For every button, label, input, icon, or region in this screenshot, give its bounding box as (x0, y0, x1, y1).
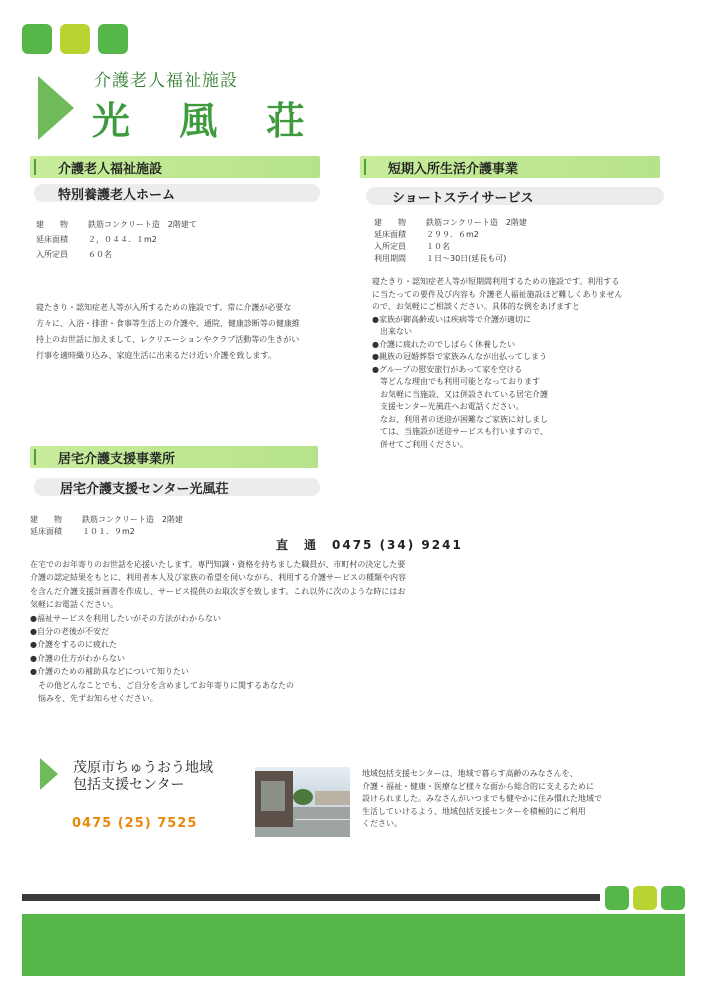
triangle-logo-icon (38, 76, 74, 140)
section-subheading-bar (34, 184, 320, 202)
spec-row: 延床面積 ２９９．６m2 (374, 230, 479, 239)
section-heading-bar (360, 156, 660, 178)
heading-marker-icon (34, 159, 36, 175)
triangle-marker-icon (40, 758, 58, 790)
section-subheading-bar (366, 187, 664, 205)
center-phone-number[interactable]: 0475 (25) 7525 (72, 816, 198, 831)
spec-list (36, 217, 197, 262)
footer-divider (22, 894, 600, 901)
facility-name-title: 光 風 荘 (92, 98, 323, 143)
section-subheading: 居宅介護支援センター光風荘 (60, 482, 229, 497)
spec-row: 入所定員 １０名 (374, 242, 450, 251)
spec-row: 利用期間 １日～30日(延長も可) (374, 254, 507, 263)
spec-list (30, 514, 183, 538)
decor-square-green-2 (98, 24, 128, 54)
spec-row: 建 物 鉄筋コンクリート造 2階建て (36, 220, 197, 229)
decor-square-green (22, 24, 52, 54)
section-subheading-bar (34, 478, 320, 496)
section-description: 在宅でのお年寄りのお世話を応援いたします。専門知識・資格を持ちました職員が、市町村の決定した要 介護の認定結果をもとに、利用者本人及び家族の希望を伺いながら、利用する介護サービスの種類や内容 を含んだ介護支援計画書を作成し、サービス提供のお取次ぎを致します。これ以外に次のような時にはお 気軽にお電話ください。 ●福祉サービスを利用したいがその方法がわからない ●自分の老後が不安だ ●介護をするのに疲れた ●介護の仕方がわからない ●介護のための補助具などについて知りたい その他どんなことでも、ご自分を含めましてお年寄りに関するあなたの 悩みを、先ずお知らせください。 (30, 560, 406, 704)
section-heading-bar (30, 446, 318, 468)
decor-square-green (605, 886, 629, 910)
section-heading: 居宅介護支援事業所 (58, 452, 176, 467)
section-subheading: 特別養護老人ホーム (58, 188, 176, 203)
section-heading: 短期入所生活介護事業 (388, 162, 519, 177)
spec-row: 建 物 鉄筋コンクリート造 2階建 (374, 218, 527, 227)
center-name: 茂原市ちゅうおう地域 包括支援センター (73, 760, 213, 793)
direct-phone-number[interactable]: 直 通 0475 (34) 9241 (276, 538, 463, 552)
decor-square-lime (633, 886, 657, 910)
section-description: 寝たきり・認知症老人等が短期間利用するための施設です。利用する に当たっての要件及び内容も 介護老人福祉施設ほど難しくありません ので、お気軽にご相談ください。具体的な例をあげますと ●家族が御高齢或いは疾病等で介護が適切に 出来ない ●介護に疲れたのでしばらく休養したい ●親族の冠婚葬祭で家族みんなが出払ってしまう ●グループの慰安旅行があって家を空ける 等どんな理由でも利用可能となっております お気軽に当施設、又は併設されている居宅介護 支援センター光風荘へお電話ください。 なお、利用者の送迎が困難なご家族に対しまし ては、当施設が送迎サービスも行いますので、 併せてご利用ください。 (372, 277, 623, 449)
section-heading-bar (30, 156, 320, 178)
heading-marker-icon (34, 449, 36, 465)
decor-square-green-2 (661, 886, 685, 910)
spec-row: 入所定員 ６０名 (36, 250, 112, 259)
spec-list (374, 217, 527, 265)
center-building-photo (255, 767, 350, 837)
spec-row: 延床面積 １０１．９m2 (30, 527, 135, 536)
section-description: 寝たきり・認知症老人等が入所するための施設です。常に介護が必要な 方々に、入浴・排泄・食事等生活上の介護や、通院、健康診断等の健康維 持上のお世話に加えまして、レクリエーションやクラブ活動等の生きがい 行事を適時織り込み、家庭生活に出来るだけ近い介護を致します。 (36, 303, 300, 360)
spec-row: 延床面積 ２，０４４．１m2 (36, 235, 157, 244)
facility-type-title: 介護老人福祉施設 (94, 71, 238, 91)
section-subheading: ショートステイサービス (392, 191, 534, 206)
spec-row: 建 物 鉄筋コンクリート造 2階建 (30, 515, 183, 524)
footer-band (22, 914, 685, 976)
heading-marker-icon (364, 159, 366, 175)
section-heading: 介護老人福祉施設 (58, 162, 163, 177)
decor-square-lime (60, 24, 90, 54)
center-description: 地域包括支援センターは、地域で暮らす高齢のみなさんを、 介護・福祉・健康・医療など様々な面から総合的に支えるために 設けられました。みなさんがいつまでも健やかに住み慣れた地域で 生活していけるよう、地域包括支援センターを積極的にご利用 ください。 (362, 769, 602, 828)
